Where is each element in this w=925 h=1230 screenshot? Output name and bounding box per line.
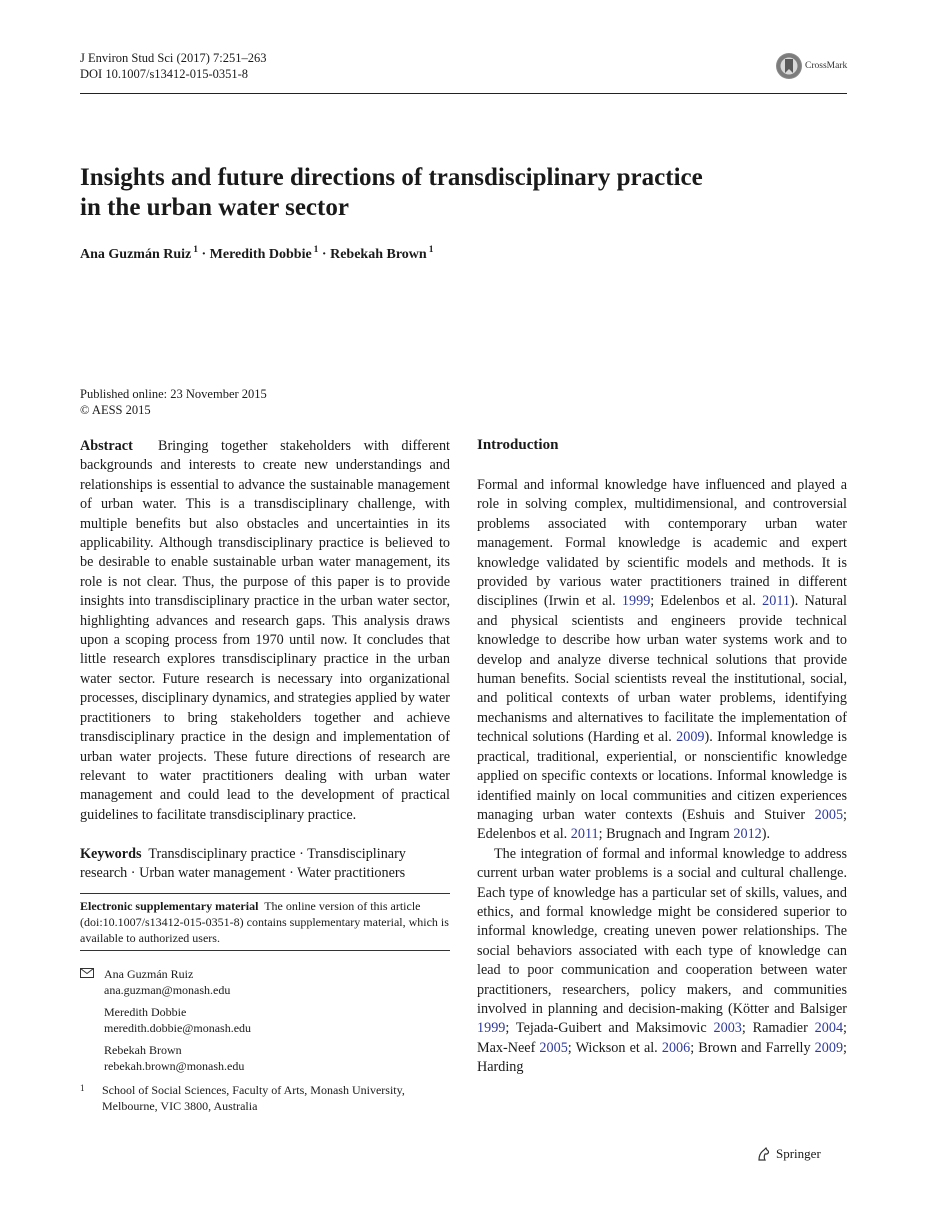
contact-entry: [80, 966, 450, 998]
title-line-1: Insights and future directions of transdisciplinary practice: [80, 164, 703, 191]
article-title: [80, 163, 800, 223]
citation-link[interactable]: 2012: [733, 826, 762, 843]
citation-link[interactable]: 2006: [661, 1039, 691, 1056]
author-affiliation-mark: 1: [428, 245, 434, 255]
copyright: © AESS 2015: [80, 403, 151, 417]
esm-bottom-divider: [80, 950, 450, 951]
crossmark-icon: [776, 53, 802, 79]
introduction-paragraph: Formal and informal knowledge have influenced and played a role in solving complex, multidimensional, and controversial problems associated with contemporary urban water management. Formal knowledge is academic and expert knowledge validated by scientific models and methods. It is provided by various water practitioners trained in different disciplines (Irwin et al. 1999; Edelenbos et al. 2011). Natural and physical scientists and engineers provide technical knowledge to describe how urban water systems work and to develop and analyze diverse technical solutions that provide human benefits. Social scientists reveal the institutional, social, and political contexts of urban water problems, identifying mechanisms and alternatives to facilitate the implementation of technical solutions (Harding et al. 2009). Informal knowledge is practical, traditional, experiential, or nonscientific knowledge applied on specific contexts or locations. Informal knowledge is identified mainly on local communities and citizen experiences managing urban water contexts (Eshuis and Stuiver 2005; Edelenbos et al. 2011; Brugnach and Ingram 2012).: [477, 477, 848, 843]
citation-link[interactable]: 2011: [762, 593, 790, 610]
journal-citation: J Environ Stud Sci (2017) 7:251–263: [80, 51, 267, 65]
author-affiliation-mark: 1: [313, 245, 319, 255]
publication-info: [80, 386, 267, 418]
contact-name: Rebekah Brown: [104, 1043, 182, 1057]
abstract-text: Bringing together stakeholders with different backgrounds and interests to create new understandings and relationships is essential to advance the sustainable management of urban water. This is a transdisciplinary challenge, with multiple benefits but also obstacles and uncertainties in its applicability. Although transdisciplinary practice is believed to be desirable to enable sustainable urban water management, its role is not clear. Thus, the purpose of this paper is to provide insights into transdisciplinary practice in the urban water sector, highlighting advances and research gaps. This analysis draws upon a scoping process from 1970 until now. It concludes that little research explores transdisciplinary practice in the urban water sector. Future research is necessary into organizational processes, disciplinary dynamics, and strategies applied by water practitioners to bring stakeholders together and achieve transdisciplinary practice in the design and implementation of urban water projects. These future directions of research are relevant to water practitioners dealing with urban water management and could lead to the development of practical guidelines to facilitate transdisciplinary practice.: [80, 438, 451, 823]
author-separator: ·: [201, 247, 207, 262]
doi-line: DOI 10.1007/s13412-015-0351-8: [80, 67, 249, 81]
crossmark-label: CrossMark: [805, 61, 848, 71]
author-name[interactable]: Meredith Dobbie: [209, 247, 312, 262]
author-separator: ·: [321, 247, 327, 262]
contact-email[interactable]: ana.guzman@monash.edu: [104, 983, 231, 997]
citation-link[interactable]: 2009: [814, 1039, 844, 1056]
introduction-paragraph: The integration of formal and informal knowledge to address current urban water problems is a social and cultural challenge. Each type of knowledge has a particular set of skills, values, and ethics, and formal knowledge might be considered superior to informal knowledge, creating uneven power relationships. The social behaviors associated with each type of knowledge can lead to poor communication and cooperation between water practitioners, researchers, policy makers, and communities involved in planning and decision-making (Kötter and Balsiger 1999; Tejada-Guibert and Maksimovic 2003; Ramadier 2004; Max-Neef 2005; Wickson et al. 2006; Brown and Farrelly 2009; Harding: [477, 845, 847, 1076]
crossmark-badge[interactable]: [776, 53, 847, 79]
envelope-icon: [80, 968, 94, 978]
introduction-heading: Introduction: [477, 437, 559, 453]
published-date: Published online: 23 November 2015: [80, 387, 267, 401]
keywords-label: Keywords: [80, 846, 142, 862]
contact-email[interactable]: rebekah.brown@monash.edu: [104, 1059, 245, 1073]
citation-link[interactable]: 1999: [477, 1020, 506, 1037]
contact-entry: [80, 1042, 450, 1074]
abstract-label: Abstract: [80, 438, 133, 454]
citation-link[interactable]: 2011: [570, 826, 599, 843]
esm-top-divider: [80, 893, 450, 894]
affiliation-number: 1: [80, 1083, 85, 1093]
title-line-2: in the urban water sector: [80, 194, 349, 221]
contact-entry: [80, 1004, 450, 1036]
header-divider: [80, 93, 847, 94]
contact-name: Ana Guzmán Ruiz: [104, 967, 194, 981]
keywords-text: Transdisciplinary practice · Transdisciplinary research · Urban water management · Water practitioners: [80, 846, 406, 882]
publisher-logo: [756, 1146, 821, 1162]
contact-name: Meredith Dobbie: [104, 1005, 187, 1019]
citation-link[interactable]: 2004: [814, 1020, 844, 1037]
citation-link[interactable]: 1999: [621, 593, 651, 610]
publisher-name: Springer: [776, 1146, 821, 1161]
citation-link[interactable]: 2009: [676, 729, 705, 746]
springer-horse-icon: [756, 1146, 772, 1162]
author-list: [80, 245, 433, 263]
introduction-body: [477, 476, 847, 1078]
affiliation: [80, 1082, 450, 1114]
keywords: [80, 845, 450, 884]
citation-link[interactable]: 2005: [539, 1039, 568, 1056]
affiliation-text: School of Social Sciences, Faculty of Arts, Monash University, Melbourne, VIC 3800, Australia: [102, 1083, 405, 1113]
citation-link[interactable]: 2003: [713, 1020, 742, 1037]
esm-label: Electronic supplementary material: [80, 899, 259, 913]
abstract: [80, 437, 450, 825]
journal-header: [80, 50, 266, 82]
author-name[interactable]: Ana Guzmán Ruiz: [80, 247, 192, 262]
citation-link[interactable]: 2005: [814, 806, 844, 823]
author-affiliation-mark: 1: [193, 245, 198, 255]
author-name[interactable]: Rebekah Brown: [330, 247, 427, 262]
contact-email[interactable]: meredith.dobbie@monash.edu: [104, 1021, 252, 1035]
supplementary-material-note: [80, 898, 450, 946]
corresponding-authors: [80, 966, 450, 1114]
esm-text: The online version of this article (doi:10.1007/s13412-015-0351-8) contains supplementary material, which is available to authorized users.: [80, 899, 449, 945]
